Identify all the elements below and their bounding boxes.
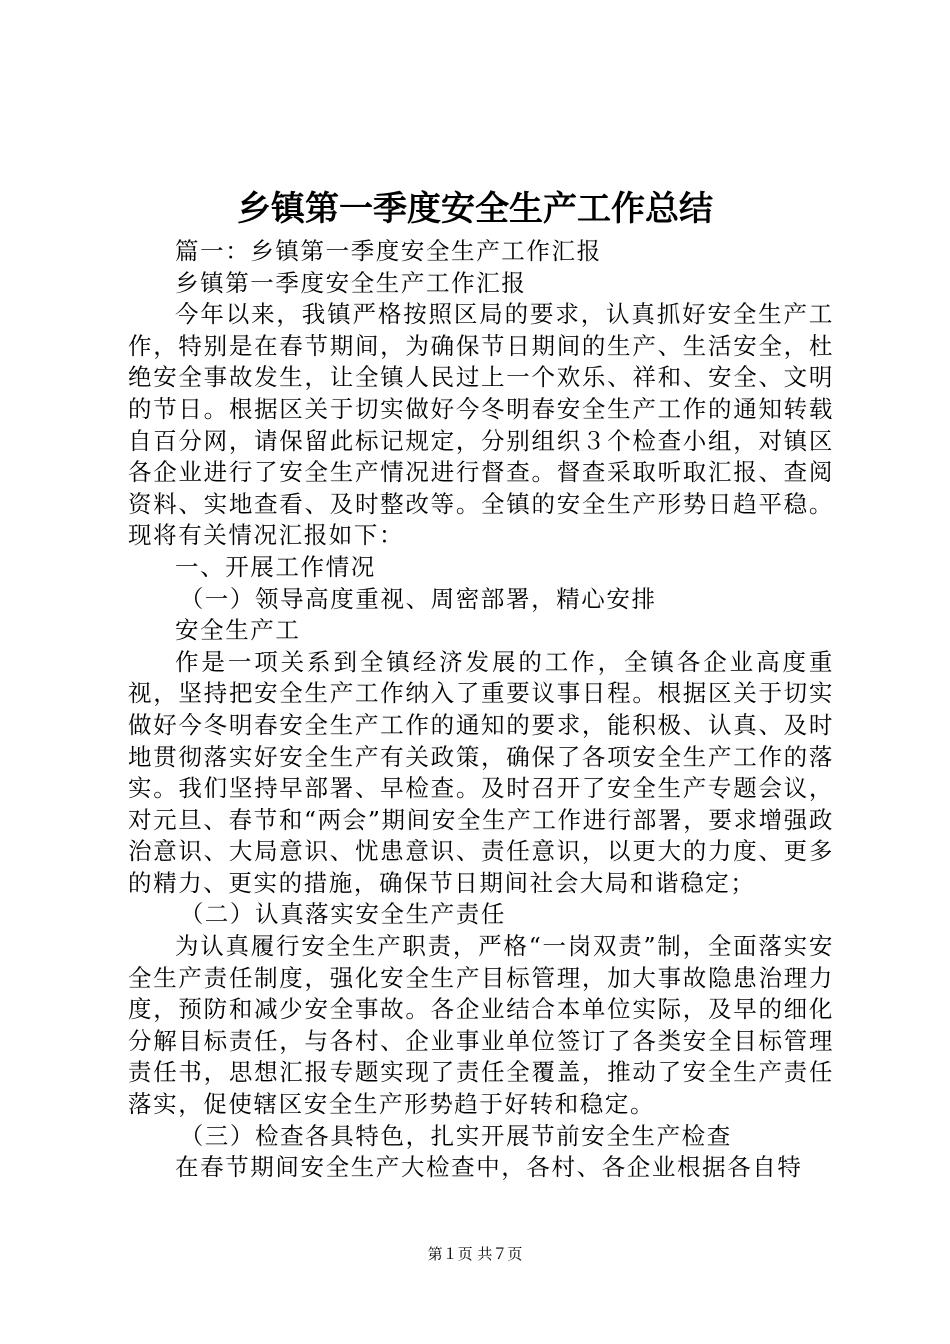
paragraph-responsibility: 为认真履行安全生产职责，严格“一岗双责”制，全面落实安全生产责任制度，强化安全生产目标管理，加大事故隐患治理力度，预防和减少安全事故。各企业结合本单位实际，及早的细化分解目标责任，与各村、企业事业单位签订了各类安全目标管理责任书，思想汇报专题实现了责任全覆盖，推动了安全生产责任落实，促使辖区安全生产形势趋于好转和稳定。 (128, 932, 834, 1119)
paragraph-leadership: 作是一项关系到全镇经济发展的工作，全镇各企业高度重视，坚持把安全生产工作纳入了重要议事日程。根据区关于切实做好今冬明春安全生产工作的通知的要求，能积极、认真、及时地贯彻落实好安全生产有关政策，确保了各项安全生产工作的落实。我们坚持早部署、早检查。及时召开了安全生产专题会议，对元旦、春节和“两会”期间安全生产工作进行部署，要求增强政治意识、大局意识、忧患意识、责任意识，以更大的力度、更多的精力、更实的措施，确保节日期间社会大局和谐稳定； (128, 647, 834, 897)
heading-work-status: 一、开展工作情况 (175, 552, 376, 581)
report-subtitle: 乡镇第一季度安全生产工作汇报 (175, 268, 527, 297)
subheading-inspection: （三）检查各具特色，扎实开展节前安全生产检查 (179, 1121, 732, 1150)
subheading-responsibility: （二）认真落实安全生产责任 (179, 900, 506, 929)
section-heading: 篇一：乡镇第一季度安全生产工作汇报 (175, 237, 602, 265)
intro-paragraph: 今年以来，我镇严格按照区局的要求，认真抓好安全生产工作，特别是在春节期间，为确保节日期间的生产、生活安全，杜绝安全事故发生，让全镇人民过上一个欢乐、祥和、安全、文明的节日。根据区关于切实做好今冬明春安全生产工作的通知转载自百分网，请保留此标记规定，分别组织３个检查小组，对镇区各企业进行了安全生产情况进行督查。督查采取听取汇报、查阅资料、实地查看、及时整改等。全镇的安全生产形势日趋平稳。现将有关情况汇报如下： (128, 300, 834, 550)
paragraph-fragment: 安全生产工 (175, 616, 301, 645)
paragraph-inspection: 在春节期间安全生产大检查中，各村、各企业根据各自特 (175, 1153, 803, 1182)
document-title: 乡镇第一季度安全生产工作总结 (237, 189, 713, 229)
document-body (128, 236, 834, 1184)
page-footer: 第１页 共７页 (427, 1245, 523, 1263)
subheading-leadership: （一）领导高度重视、周密部署，精心安排 (179, 584, 657, 613)
